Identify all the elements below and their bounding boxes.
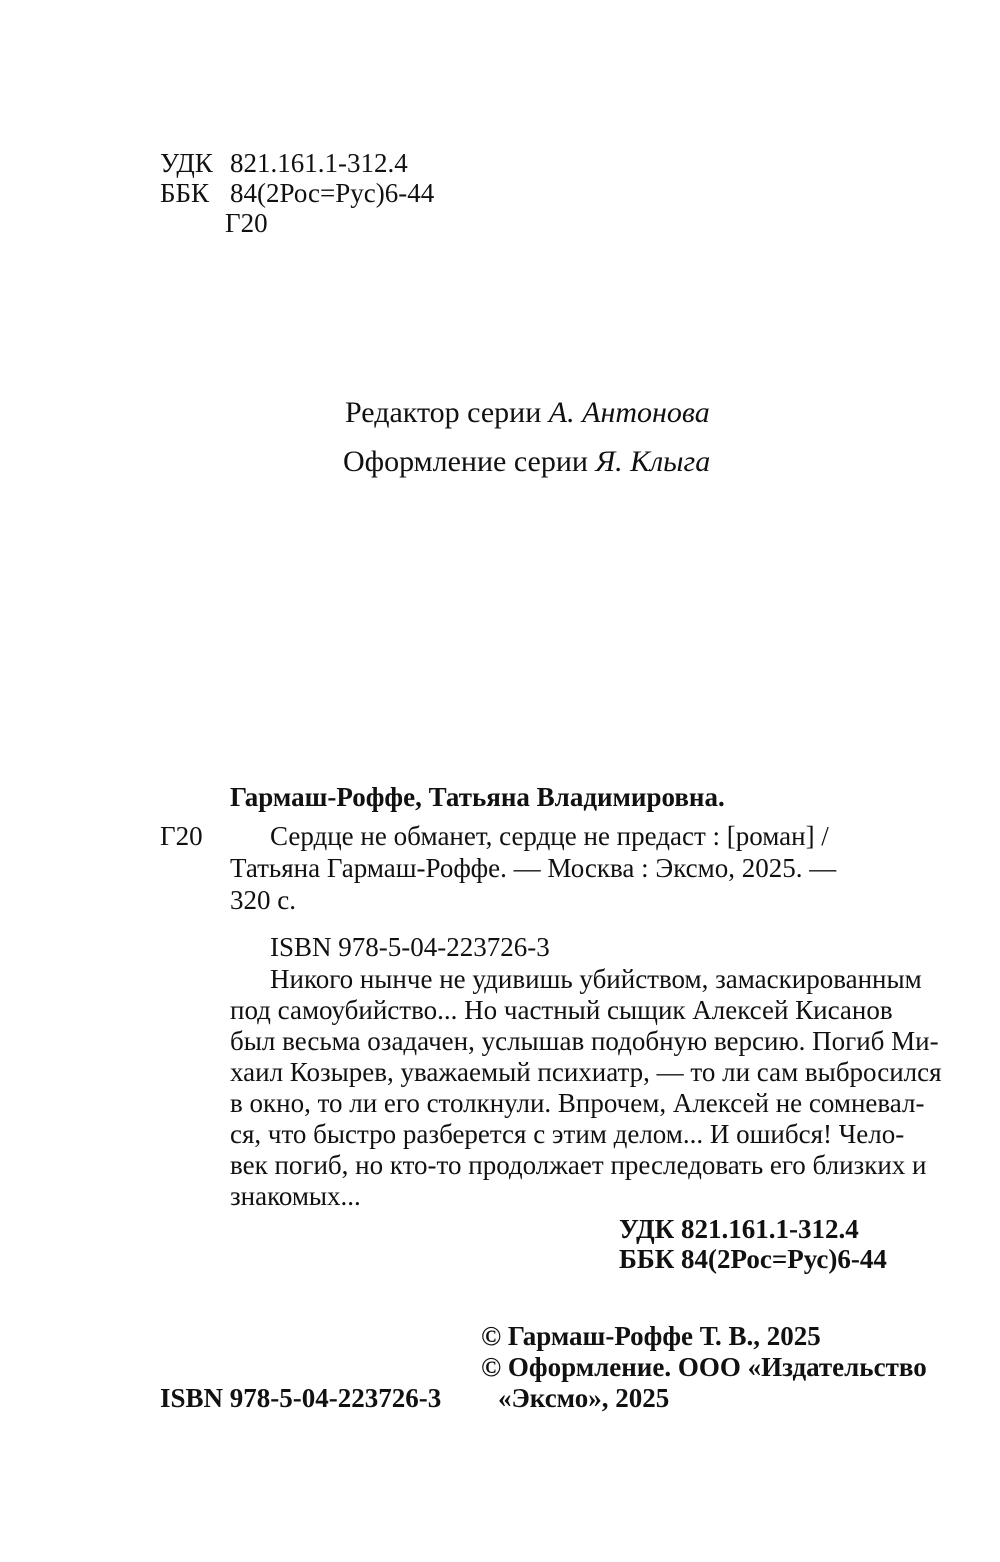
annotation-line: в окно, то ли его столкнули. Впрочем, Алексей не сомневал- — [230, 1088, 925, 1118]
catalog-bbk: ББК 84(2Рос=Рус)6-44 — [619, 1244, 887, 1274]
udk-label: УДК — [160, 148, 213, 178]
annotation-line: был весьма озадачен, услышав подобную версию. Погиб Ми- — [230, 1026, 939, 1056]
catalog-udk: УДК 821.161.1-312.4 — [619, 1214, 859, 1244]
bbk-label: ББК — [160, 178, 210, 208]
design-label: Оформление серии — [343, 445, 588, 478]
annotation-line: под самоубийство... Но частный сыщик Алексей Кисанов — [230, 995, 893, 1025]
catalog-title-line: Сердце не обманет, сердце не предаст : [роман] / — [270, 821, 829, 851]
author-mark-top: Г20 — [225, 208, 268, 238]
editor-name: А. Антонова — [548, 396, 710, 429]
annotation-line: знакомых... — [230, 1181, 361, 1211]
udk-code-top — [160, 150, 408, 177]
design-name: Я. Клыга — [595, 445, 711, 478]
series-design — [343, 447, 710, 477]
copyright-isbn: ISBN 978-5-04-223726-3 — [160, 1383, 442, 1413]
copyright-publisher: «Эксмо», 2025 — [498, 1383, 670, 1413]
annotation-line: век погиб, но кто-то продолжает преследовать его близких и — [230, 1150, 927, 1180]
copyright-author: © Гармаш-Роффе Т. В., 2025 — [481, 1321, 821, 1351]
annotation-line: хаил Козырев, уважаемый психиатр, — то ли сам выбросился — [230, 1057, 942, 1087]
editor-label: Редактор серии — [345, 396, 542, 429]
catalog-title-line: Татьяна Гармаш-Роффе. — Москва : Эксмо, 2025. — — [230, 853, 837, 883]
catalog-author-heading: Гармаш-Роффе, Татьяна Владимировна. — [230, 782, 725, 812]
annotation-line: ся, что быстро разберется с этим делом... И ошибся! Чело- — [230, 1119, 905, 1149]
udk-value: 821.161.1-312.4 — [230, 148, 408, 178]
catalog-title-line: 320 с. — [230, 885, 296, 915]
catalog-isbn: ISBN 978-5-04-223726-3 — [270, 932, 550, 962]
catalog-author-mark: Г20 — [160, 821, 203, 851]
copyright-design: © Оформление. ООО «Издательство — [481, 1352, 927, 1382]
series-editor — [345, 398, 710, 428]
bbk-code-top — [160, 180, 434, 207]
annotation-line: Никого нынче не удивишь убийством, замаскированным — [270, 964, 922, 994]
bbk-value: 84(2Рос=Рус)6-44 — [230, 178, 435, 208]
